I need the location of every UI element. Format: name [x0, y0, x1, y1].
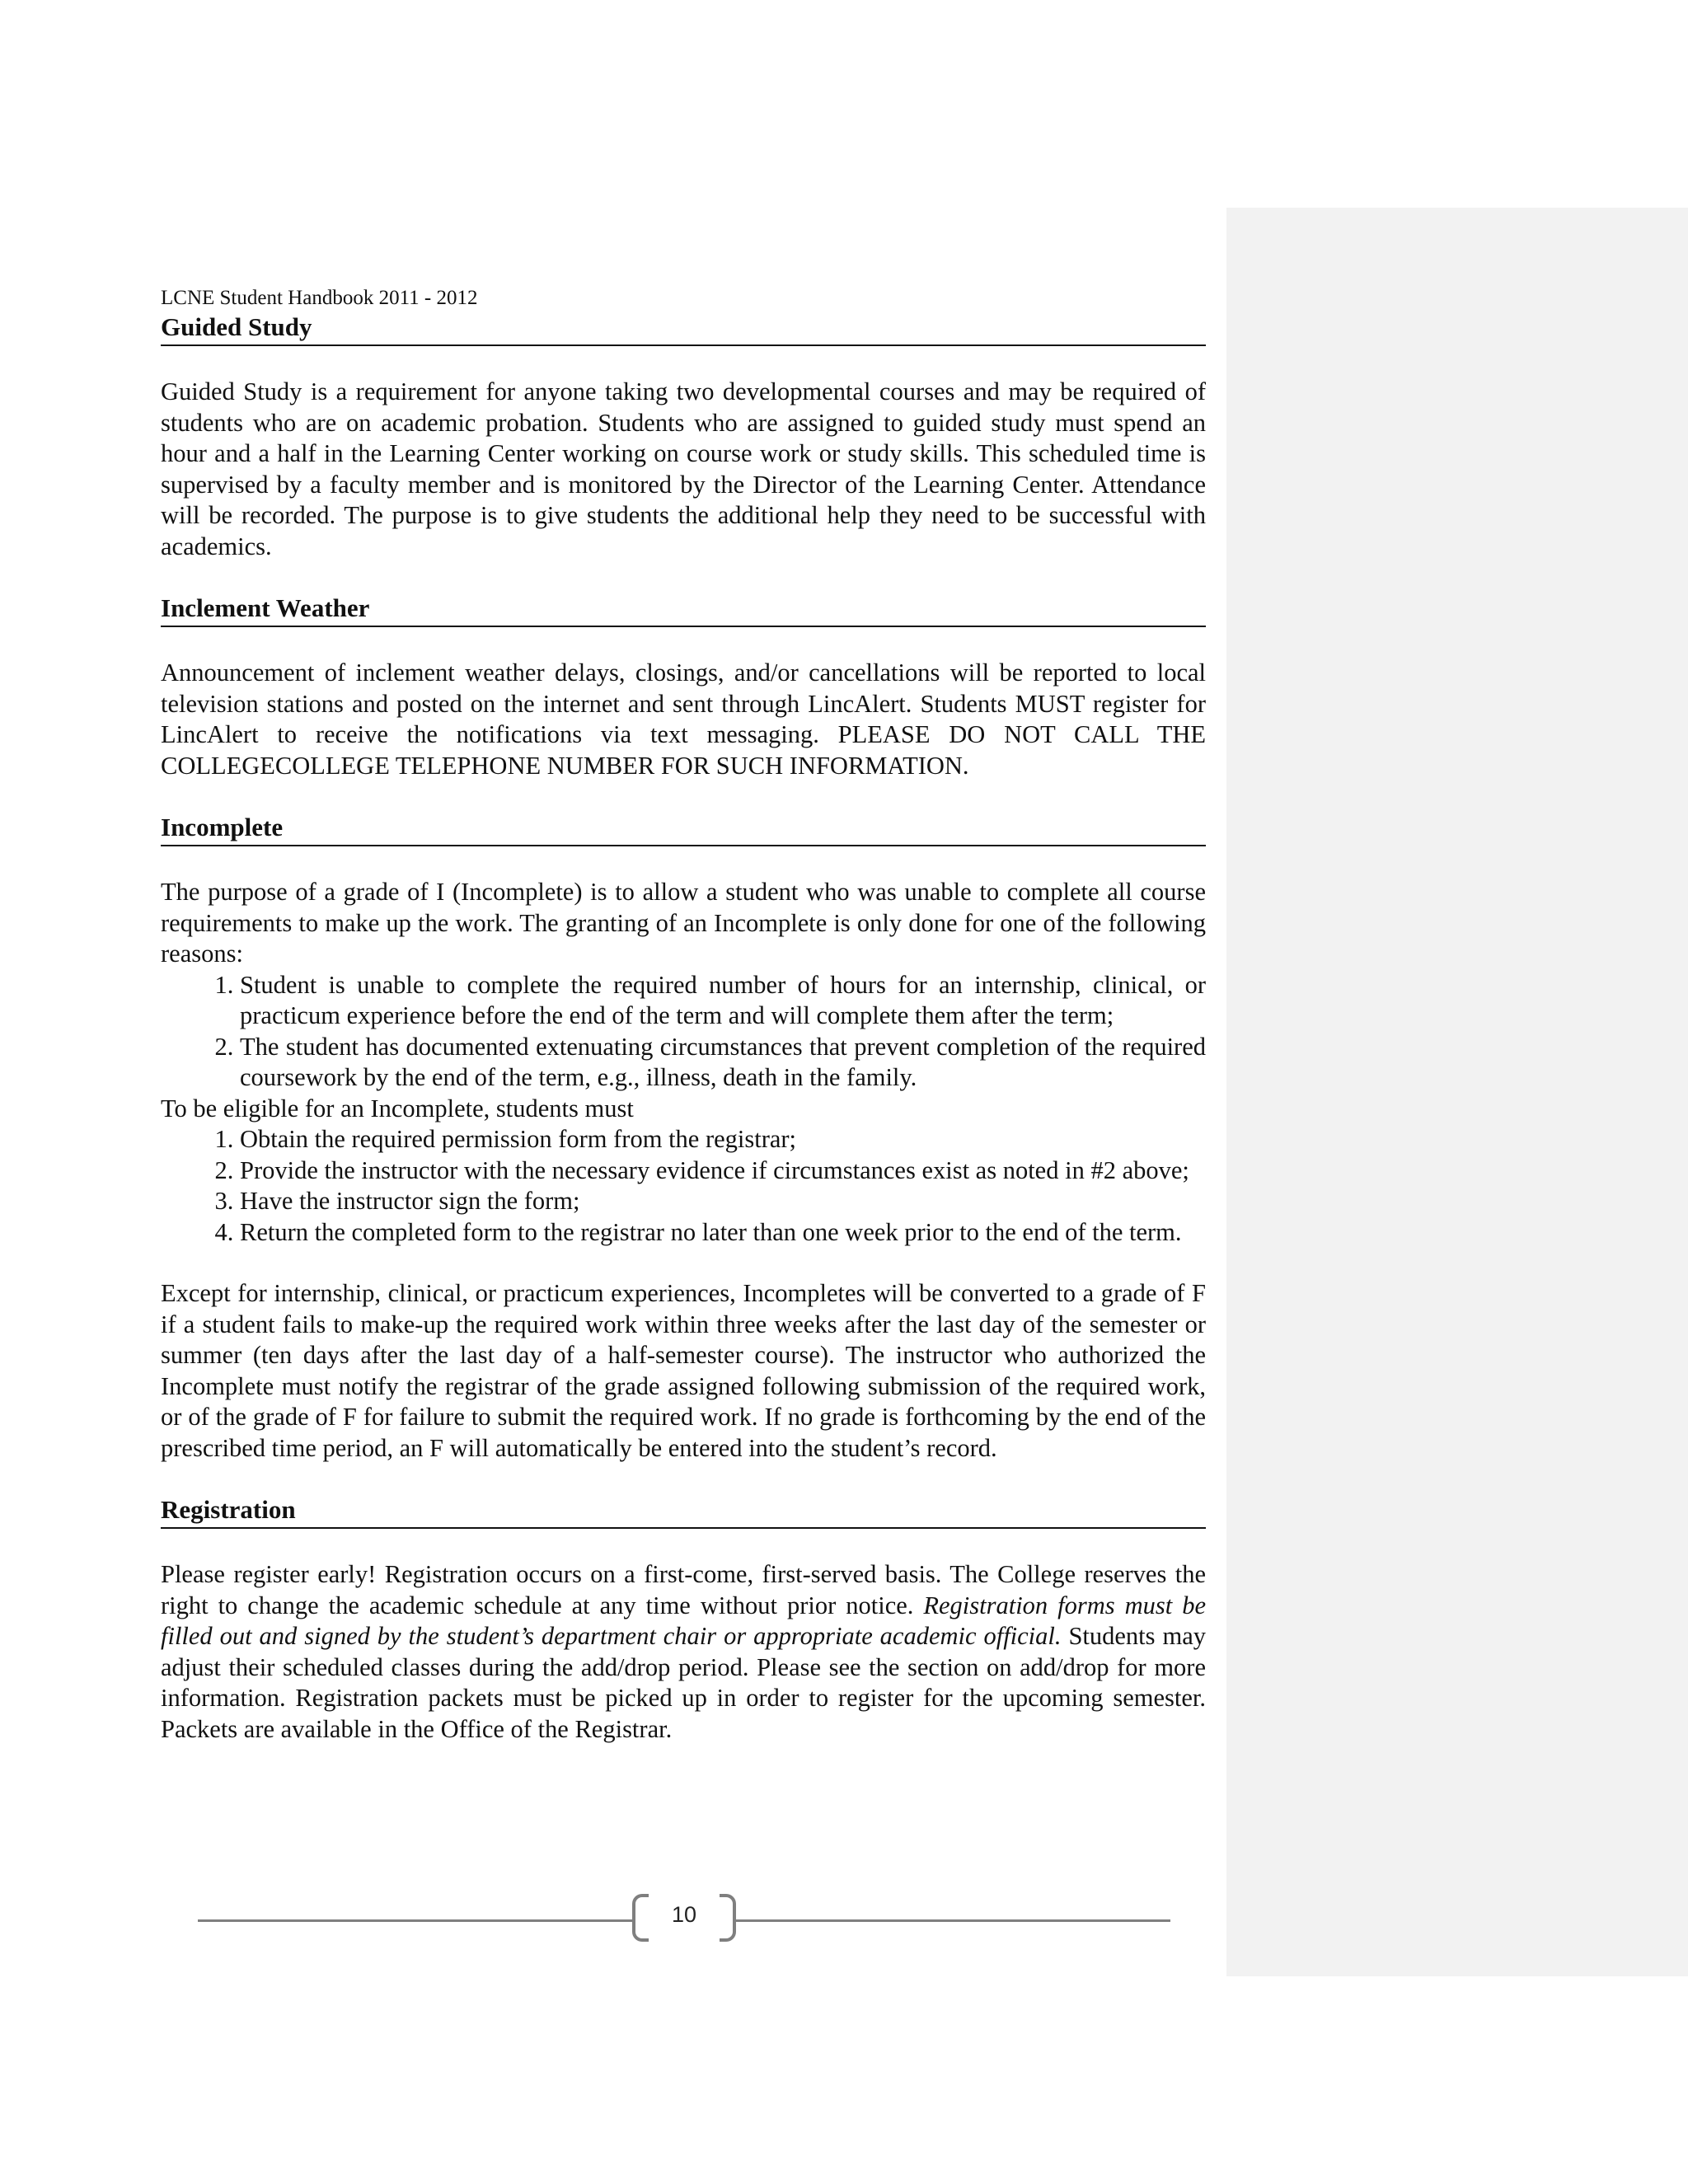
incomplete-body	[161, 877, 1206, 1464]
registration-body	[161, 1559, 1206, 1745]
page-footer	[198, 1894, 1170, 1947]
section-title-inclement-weather: Inclement Weather	[161, 593, 1206, 627]
footer-rule-right	[736, 1919, 1170, 1922]
list-item: 2. The student has documented extenuating circumstances that prevent completion of the required coursework by the end of the term, e.g., illness, death in the family.	[240, 1032, 1206, 1094]
registration-italic-note: Registration forms must be filled out and signed by the student’s department chair or appropriate academic official.	[161, 1591, 1206, 1650]
running-header: LCNE Student Handbook 2011 - 2012	[161, 287, 478, 309]
list-item: 2. Provide the instructor with the necessary evidence if circumstances exist as noted in #2 above;	[240, 1155, 1206, 1187]
list-item: 1. Student is unable to complete the required number of hours for an internship, clinical, or practicum experience before the end of the term and will complete them after the term;	[240, 970, 1206, 1032]
incomplete-reasons-list	[161, 970, 1206, 1094]
section-title-incomplete: Incomplete	[161, 812, 1206, 846]
comment-pane	[1226, 208, 1688, 1976]
section-title-guided-study: Guided Study	[161, 312, 1206, 346]
list-item: 1. Obtain the required permission form from the registrar;	[240, 1124, 1206, 1155]
page-number: 10	[671, 1902, 697, 1927]
list-item: 3. Have the instructor sign the form;	[240, 1186, 1206, 1217]
incomplete-steps-list	[161, 1124, 1206, 1248]
guided-study-body: Guided Study is a requirement for anyone taking two developmental courses and may be required of students who are on academic probation. Students who are assigned to guided study must spend an hour and a half in the Learning Center working on course work or study skills. This scheduled time is supervised by a faculty member and is monitored by the Director of the Learning Center. Attendance will be recorded. The purpose is to give students the additional help they need to be successful with academics.	[161, 377, 1206, 560]
incomplete-eligibility-lead: To be eligible for an Incomplete, students must	[161, 1094, 634, 1122]
registration-text-2: Students may adjust their scheduled classes during the add/drop period. Please see the section on add/drop for more information. Registration packets must be picked up in order to register for the upcoming semester. Packets are available in the Office of the Registrar.	[161, 1622, 1206, 1743]
section-title-registration: Registration	[161, 1494, 1206, 1529]
registration-text-1: Please register early! Registration occurs on a first-come, first-served basis. The College reserves the right to change the academic schedule at any time without prior notice.	[161, 1560, 1206, 1619]
list-item: 4. Return the completed form to the registrar no later than one week prior to the end of the term.	[240, 1217, 1206, 1249]
incomplete-closing: Except for internship, clinical, or practicum experiences, Incompletes will be converted to a grade of F if a student fails to make-up the required work within three weeks after the last day of the semester or summer (ten days after the last day of a half-semester course). The instructor who authorized the Incomplete must notify the registrar of the grade assigned following submission of the required work, or of the grade of F for failure to submit the required work. If no grade is forthcoming by the end of the prescribed time period, an F will automatically be entered into the student’s record.	[161, 1279, 1206, 1462]
right-brace-icon	[720, 1894, 736, 1942]
incomplete-intro: The purpose of a grade of I (Incomplete) is to allow a student who was unable to complete all course requirements to make up the work. The granting of an Incomplete is only done for one of the following reasons:	[161, 878, 1206, 968]
left-brace-icon	[632, 1894, 649, 1942]
document-page	[161, 285, 1206, 1745]
inclement-weather-body: Announcement of inclement weather delays, closings, and/or cancellations will be reported to local television stations and posted on the internet and sent through LincAlert. Students MUST register for LincAlert to receive the notifications via text messaging. PLEASE DO NOT CALL THE COLLEGECOLLEGE TELEPHONE NUMBER FOR SUCH INFORMATION.	[161, 658, 1206, 780]
footer-rule-left	[198, 1919, 632, 1922]
